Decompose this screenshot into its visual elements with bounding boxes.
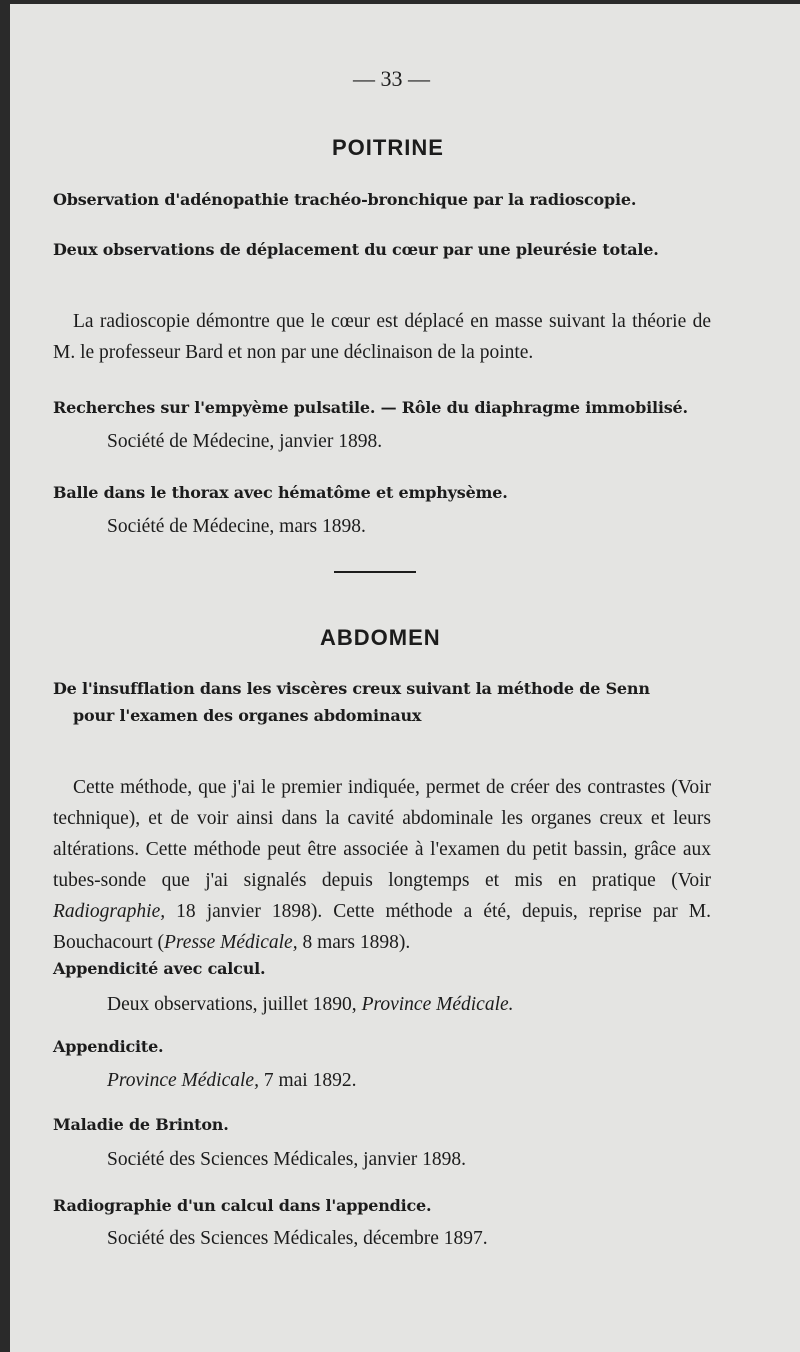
journal-title: Presse Médicale, (164, 931, 298, 953)
journal-title: Radiographie, (53, 900, 166, 922)
entry-heading: Appendicite. (53, 1037, 164, 1056)
reference: Société des Sciences Médicales, décembre 1897. (107, 1228, 488, 1249)
entry-heading: Radiographie d'un calcul dans l'appendice. (53, 1196, 432, 1215)
journal-title: Province Médicale, (107, 1070, 259, 1091)
paragraph (53, 772, 711, 958)
paragraph-text: Cette méthode, que j'ai le premier indiquée, permet de créer des contrastes (Voir technique), et de voir ainsi dans la cavité abdominale les organes creux et leurs altérations. Cette méthode peut être associée à l'examen du petit bassin, grâce aux tubes-sonde que j'ai signalés depuis longtemps et mis en pratique (Voir (53, 776, 711, 891)
paragraph: La radioscopie démontre que le cœur est déplacé en masse suivant la théorie de M. le professeur Bard et non par une déclinaison de la pointe. (53, 310, 711, 363)
entry-heading: Observation d'adénopathie trachéo-bronchique par la radioscopie. (53, 190, 637, 209)
section-title-abdomen: ABDOMEN (320, 625, 441, 650)
section-title-poitrine: POITRINE (332, 135, 444, 160)
paragraph-text: 8 mars 1898). (297, 931, 411, 953)
entry-heading: De l'insufflation dans les viscères creux suivant la méthode de Senn (53, 679, 650, 698)
entry-heading: Recherches sur l'empyème pulsatile. — Rôle du diaphragme immobilisé. (53, 398, 688, 417)
reference (107, 994, 514, 1016)
section-divider (334, 571, 416, 573)
reference: Société de Médecine, mars 1898. (107, 516, 366, 537)
entry-heading: Appendicité avec calcul. (53, 959, 266, 978)
reference (107, 1070, 356, 1092)
reference-text: 7 mai 1892. (258, 1070, 357, 1091)
reference: Société de Médecine, janvier 1898. (107, 431, 383, 452)
journal-title: Province Médicale. (361, 994, 514, 1015)
paragraph-text: 18 janvier 1898). Cette méthode a été, depuis, reprise par M. Bouchacourt ( (53, 900, 711, 953)
entry-heading: Maladie de Brinton. (53, 1115, 229, 1134)
document-page (10, 4, 800, 1352)
entry-heading: Deux observations de déplacement du cœur par une pleurésie totale. (53, 240, 659, 259)
reference-text: Deux observations, juillet 1890, (107, 994, 362, 1015)
reference: Société des Sciences Médicales, janvier 1898. (107, 1149, 467, 1170)
entry-heading: Balle dans le thorax avec hématôme et emphysème. (53, 483, 508, 502)
page-number: — 33 — (353, 66, 430, 91)
entry-heading-continued: pour l'examen des organes abdominaux (73, 706, 422, 725)
